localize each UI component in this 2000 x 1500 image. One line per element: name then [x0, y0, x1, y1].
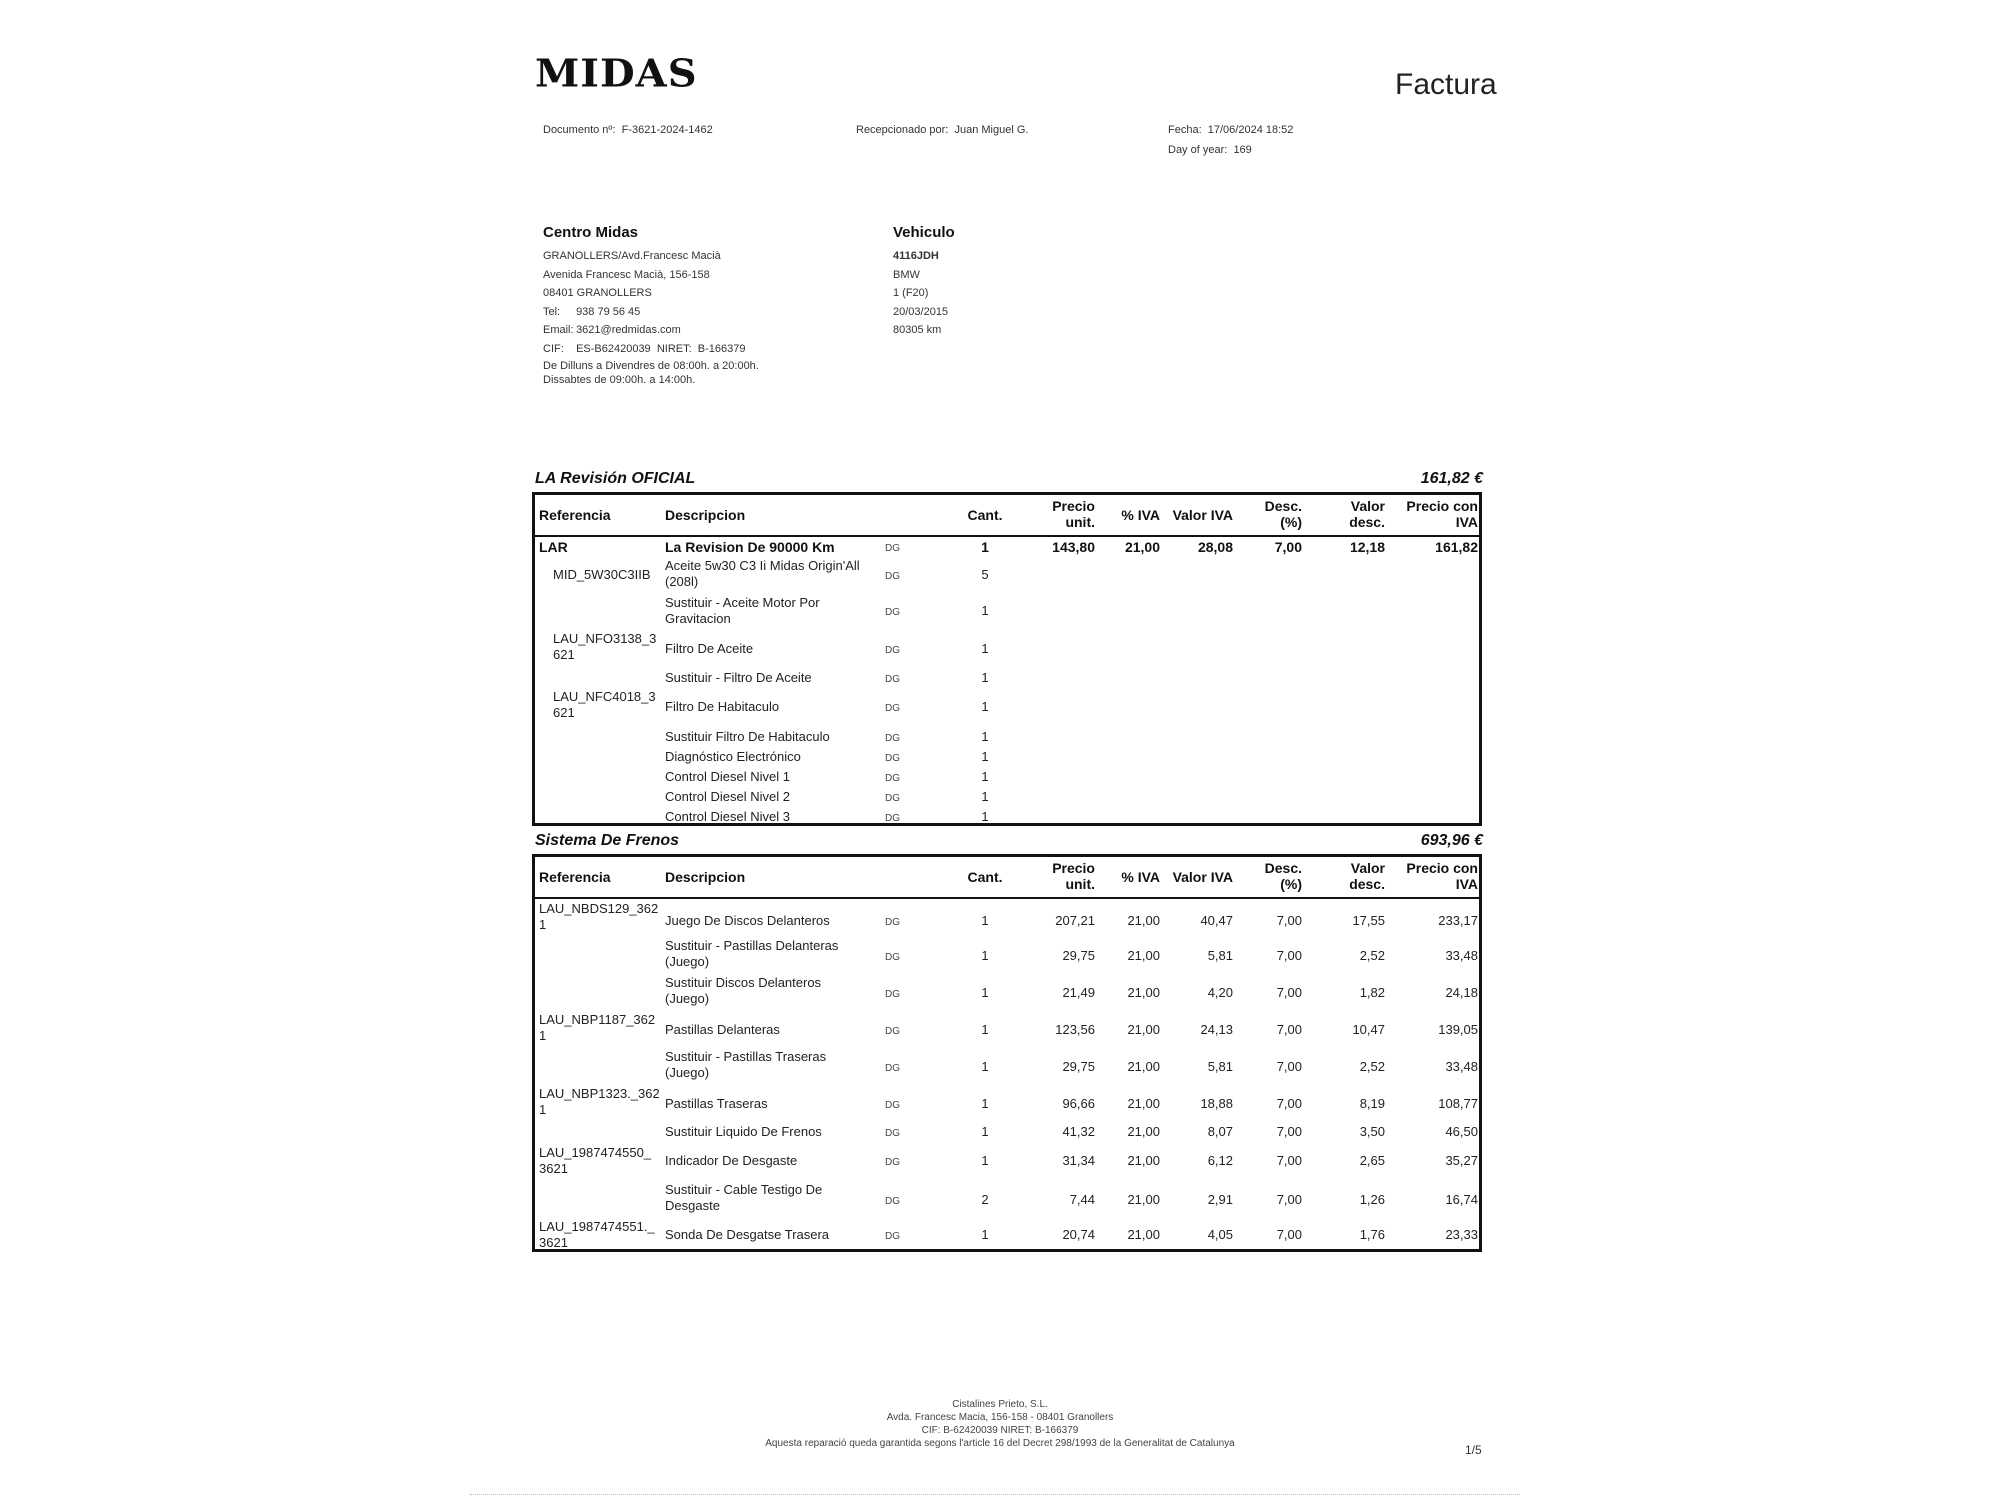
row-valor-iva: 6,12 — [1207, 1153, 1233, 1168]
row-precio: 143,80 — [1052, 539, 1095, 555]
row-dg: DG — [885, 989, 900, 1000]
row-valor-iva: 8,07 — [1207, 1124, 1233, 1139]
vehicle-info — [893, 224, 1093, 340]
row-dg: DG — [885, 1157, 900, 1168]
row-iva: 21,00 — [1127, 1096, 1160, 1111]
row-desc: Sustituir Discos Delanteros (Juego) — [665, 975, 822, 1006]
row-ref: LAU_NBP1187_362 1 — [539, 1012, 656, 1043]
row-precio-iva: 33,48 — [1445, 1059, 1478, 1074]
table-row — [535, 1010, 1479, 1047]
row-dg: DG — [885, 813, 900, 824]
row-iva: 21,00 — [1124, 539, 1160, 555]
row-valor-desc: 2,52 — [1359, 948, 1385, 963]
niret-value: B-166379 — [697, 342, 746, 355]
row-ref: LAU_NFC4018_3 621 — [553, 689, 656, 720]
row-dg: DG — [885, 793, 900, 804]
center-line2: Avenida Francesc Macià, 156-158 — [543, 268, 710, 281]
row-desc-pct: 7,00 — [1276, 1153, 1302, 1168]
row-valor-desc: 2,65 — [1359, 1153, 1385, 1168]
center-email — [543, 321, 873, 340]
col-valor-desc — [1305, 860, 1385, 892]
row-desc: Sonda De Desgatse Trasera — [665, 1227, 830, 1242]
col-precio — [1015, 498, 1095, 530]
section-revision-total: 161,82 € — [1420, 470, 1483, 487]
document-number — [543, 124, 713, 136]
row-dg: DG — [885, 773, 900, 784]
row-dg: DG — [885, 733, 900, 744]
row-valor-iva: 4,20 — [1207, 985, 1233, 1000]
col-precio-l2: unit. — [1065, 876, 1095, 892]
received-by-label: Recepcionado por: — [856, 124, 949, 136]
day-of-year-label: Day of year: — [1168, 144, 1228, 156]
vehicle-date: 20/03/2015 — [893, 305, 949, 318]
received-by-value: Juan Miguel G. — [954, 124, 1029, 136]
row-precio: 29,75 — [1062, 1059, 1095, 1074]
col-precio-iva-l1: Precio con — [1406, 498, 1478, 514]
row-valor-iva: 18,88 — [1200, 1096, 1233, 1111]
row-desc: La Revision De 90000 Km — [665, 539, 835, 555]
row-valor-desc: 2,52 — [1359, 1059, 1385, 1074]
row-ref: MID_5W30C3IIB — [553, 567, 651, 582]
email-label: Email: — [543, 324, 574, 337]
row-desc: Sustituir - Pastillas Traseras (Juego) — [665, 1049, 827, 1080]
row-dg: DG — [885, 1128, 900, 1139]
row-dg: DG — [885, 952, 900, 963]
center-cif — [543, 340, 873, 359]
document-title: Factura — [1395, 68, 1497, 101]
table-row — [535, 745, 1479, 765]
col-precio-l1: Precio — [1052, 860, 1095, 876]
col-desc-l2: (%) — [1280, 514, 1302, 530]
row-ref: LAU_NBP1323._362 1 — [539, 1086, 660, 1117]
row-iva: 21,00 — [1127, 1227, 1160, 1242]
col-precio-l2: unit. — [1065, 514, 1095, 530]
table-row — [535, 1084, 1479, 1121]
table-row — [535, 805, 1479, 825]
table-row — [535, 1180, 1479, 1217]
center-line3: 08401 GRANOLLERS — [543, 287, 652, 300]
row-iva: 21,00 — [1127, 1059, 1160, 1074]
row-desc: Sustituir - Aceite Motor Por Gravitacion — [665, 595, 820, 626]
row-dg: DG — [885, 543, 900, 554]
document-number-label: Documento nº: — [543, 124, 616, 136]
cif-value: ES-B62420039 — [576, 342, 651, 355]
table-header — [535, 857, 1479, 899]
section-revision-title: LA Revisión OFICIAL — [535, 470, 696, 487]
row-desc: Sustituir - Pastillas Delanteras (Juego) — [665, 938, 839, 969]
invoice-date-label: Fecha: — [1168, 124, 1202, 136]
table-row — [535, 689, 1479, 725]
table-row — [535, 1143, 1479, 1180]
row-cant: 1 — [981, 749, 989, 764]
table-row — [535, 631, 1479, 667]
row-desc-pct: 7,00 — [1276, 1059, 1302, 1074]
row-cant: 1 — [981, 809, 989, 824]
section-brakes-header — [535, 832, 1483, 852]
row-precio-iva: 23,33 — [1445, 1227, 1478, 1242]
row-ref: LAR — [539, 539, 568, 555]
row-dg: DG — [885, 1063, 900, 1074]
row-desc: Diagnóstico Electrónico — [665, 749, 801, 764]
table-row — [535, 667, 1479, 689]
row-cant: 1 — [981, 1059, 989, 1074]
row-ref: LAU_1987474551._ 3621 — [539, 1219, 655, 1250]
row-iva: 21,00 — [1127, 948, 1160, 963]
row-desc-pct: 7,00 — [1276, 948, 1302, 963]
row-desc: Filtro De Aceite — [665, 641, 754, 656]
row-dg: DG — [885, 1100, 900, 1111]
row-valor-desc: 17,55 — [1352, 913, 1385, 928]
col-desc-l2: (%) — [1280, 876, 1302, 892]
day-of-year — [1168, 144, 1252, 156]
col-valor-desc — [1305, 498, 1385, 530]
row-iva: 21,00 — [1127, 985, 1160, 1000]
table-row — [535, 1217, 1479, 1251]
row-desc: Filtro De Habitaculo — [665, 699, 780, 714]
received-by — [856, 124, 1028, 136]
row-valor-iva: 5,81 — [1207, 948, 1233, 963]
col-valor-iva: Valor IVA — [1172, 869, 1233, 885]
row-cant: 1 — [981, 641, 989, 656]
row-desc-pct: 7,00 — [1276, 1227, 1302, 1242]
table-row — [535, 785, 1479, 805]
row-valor-iva: 24,13 — [1200, 1022, 1233, 1037]
col-descripcion: Descripcion — [665, 507, 746, 523]
section-brakes-total: 693,96 € — [1420, 832, 1483, 849]
row-desc: Sustituir Liquido De Frenos — [665, 1124, 822, 1139]
table-row — [535, 537, 1479, 557]
niret-label: NIRET: — [656, 342, 692, 355]
invoice-date-value: 17/06/2024 18:52 — [1207, 124, 1294, 136]
center-title: Centro Midas — [543, 224, 639, 241]
row-precio-iva: 139,05 — [1438, 1022, 1478, 1037]
row-precio: 29,75 — [1062, 948, 1095, 963]
row-cant: 1 — [981, 1227, 989, 1242]
page-number: 1/5 — [1465, 1443, 1482, 1457]
col-referencia: Referencia — [539, 507, 611, 523]
center-info — [543, 224, 873, 387]
row-dg: DG — [885, 1231, 900, 1242]
row-ref: LAU_NFO3138_3 621 — [553, 631, 657, 662]
row-cant: 1 — [981, 1153, 989, 1168]
vehicle-km: 80305 km — [893, 324, 942, 337]
table-row — [535, 725, 1479, 745]
row-valor-iva: 4,05 — [1207, 1227, 1233, 1242]
col-precio-iva — [1390, 860, 1478, 892]
row-dg: DG — [885, 645, 900, 656]
row-desc: Pastillas Delanteras — [665, 1022, 780, 1037]
row-cant: 1 — [981, 948, 989, 963]
col-desc-l1: Desc. — [1264, 498, 1302, 514]
row-valor-desc: 10,47 — [1352, 1022, 1385, 1037]
col-iva: % IVA — [1121, 507, 1160, 523]
row-cant: 1 — [981, 603, 989, 618]
row-dg: DG — [885, 917, 900, 928]
col-precio — [1015, 860, 1095, 892]
vehicle-model: 1 (F20) — [893, 287, 929, 300]
footer-warranty: Aquesta reparació queda garantida segons l'article 16 del Decret 298/1993 de la Generalitat de Catalunya — [765, 1438, 1235, 1449]
row-iva: 21,00 — [1127, 1153, 1160, 1168]
scan-edge-divider — [470, 1494, 1520, 1495]
row-precio-iva: 33,48 — [1445, 948, 1478, 963]
invoice-date — [1168, 124, 1293, 136]
phone-label: Tel: — [543, 305, 561, 318]
row-cant: 5 — [981, 567, 989, 582]
row-ref: LAU_1987474550_ 3621 — [539, 1145, 652, 1176]
row-desc-pct: 7,00 — [1276, 1192, 1302, 1207]
row-precio-iva: 108,77 — [1438, 1096, 1478, 1111]
col-valor-desc-l2: desc. — [1349, 514, 1385, 530]
row-desc-pct: 7,00 — [1276, 1022, 1302, 1037]
col-cant: Cant. — [967, 869, 1003, 885]
row-desc: Control Diesel Nivel 2 — [665, 789, 790, 804]
document-number-value: F-3621-2024-1462 — [621, 124, 713, 136]
col-valor-desc-l1: Valor — [1350, 860, 1385, 876]
table-header — [535, 495, 1479, 537]
vehicle-plate: 4116JDH — [893, 250, 939, 262]
row-iva: 21,00 — [1127, 1124, 1160, 1139]
row-valor-desc: 8,19 — [1359, 1096, 1385, 1111]
row-precio-iva: 16,74 — [1445, 1192, 1478, 1207]
row-dg: DG — [885, 1196, 900, 1207]
row-desc: Sustituir - Cable Testigo De Desgaste — [665, 1182, 823, 1213]
row-desc: Pastillas Traseras — [665, 1096, 768, 1111]
table-row — [535, 1047, 1479, 1084]
row-iva: 21,00 — [1127, 1022, 1160, 1037]
col-valor-desc-l2: desc. — [1349, 876, 1385, 892]
row-desc: Sustituir - Filtro De Aceite — [665, 670, 812, 685]
row-dg: DG — [885, 1026, 900, 1037]
footer-cif: CIF: B-62420039 NIRET: B-166379 — [921, 1425, 1079, 1436]
row-precio-iva: 233,17 — [1438, 913, 1478, 928]
row-dg: DG — [885, 674, 900, 685]
footer-company: Cistalines Prieto, S.L. — [952, 1399, 1048, 1410]
row-desc: Control Diesel Nivel 3 — [665, 809, 790, 824]
row-precio: 7,44 — [1069, 1192, 1095, 1207]
row-desc: Sustituir Filtro De Habitaculo — [665, 729, 830, 744]
col-valor-desc-l1: Valor — [1350, 498, 1385, 514]
midas-logo: MIDAS — [535, 51, 698, 96]
row-valor-desc: 3,50 — [1359, 1124, 1385, 1139]
row-iva: 21,00 — [1127, 913, 1160, 928]
row-cant: 1 — [981, 769, 989, 784]
col-cant: Cant. — [967, 507, 1003, 523]
row-cant: 1 — [981, 1124, 989, 1139]
row-precio: 41,32 — [1062, 1124, 1095, 1139]
brakes-table — [532, 854, 1482, 1252]
col-referencia: Referencia — [539, 869, 611, 885]
row-dg: DG — [885, 571, 900, 582]
row-cant: 1 — [981, 789, 989, 804]
row-precio-iva: 24,18 — [1445, 985, 1478, 1000]
section-revision-header — [535, 470, 1483, 490]
row-cant: 1 — [981, 1096, 989, 1111]
col-descripcion: Descripcion — [665, 869, 746, 885]
row-desc-pct: 7,00 — [1274, 539, 1302, 555]
row-cant: 1 — [981, 670, 989, 685]
row-iva: 21,00 — [1127, 1192, 1160, 1207]
row-precio: 207,21 — [1055, 913, 1095, 928]
col-desc — [1240, 860, 1302, 892]
row-valor-iva: 5,81 — [1207, 1059, 1233, 1074]
row-dg: DG — [885, 753, 900, 764]
table-row — [535, 765, 1479, 785]
row-cant: 2 — [981, 1192, 989, 1207]
row-precio: 31,34 — [1062, 1153, 1095, 1168]
center-hours-weekday: De Dilluns a Divendres de 08:00h. a 20:00h. — [543, 359, 759, 372]
row-desc: Aceite 5w30 C3 Ii Midas Origin'All (208l) — [665, 558, 860, 589]
col-desc-l1: Desc. — [1264, 860, 1302, 876]
row-valor-iva: 28,08 — [1197, 539, 1233, 555]
row-ref: LAU_NBDS129_362 1 — [539, 901, 659, 932]
table-row — [535, 593, 1479, 631]
section-brakes-title: Sistema De Frenos — [535, 832, 680, 849]
email-value: 3621@redmidas.com — [576, 324, 681, 337]
col-precio-iva-l2: IVA — [1455, 514, 1478, 530]
col-precio-l1: Precio — [1052, 498, 1095, 514]
row-desc-pct: 7,00 — [1276, 985, 1302, 1000]
col-iva: % IVA — [1121, 869, 1160, 885]
row-cant: 1 — [981, 539, 989, 555]
vehicle-brand: BMW — [893, 268, 920, 281]
footer-address: Avda. Francesc Macia, 156-158 - 08401 Granollers — [886, 1412, 1114, 1423]
row-valor-iva: 2,91 — [1207, 1192, 1233, 1207]
row-desc-pct: 7,00 — [1276, 1124, 1302, 1139]
row-precio-iva: 161,82 — [1435, 539, 1478, 555]
row-precio: 123,56 — [1055, 1022, 1095, 1037]
revision-table — [532, 492, 1482, 826]
col-precio-iva-l1: Precio con — [1406, 860, 1478, 876]
col-precio-iva-l2: IVA — [1455, 876, 1478, 892]
row-desc: Control Diesel Nivel 1 — [665, 769, 790, 784]
row-cant: 1 — [981, 985, 989, 1000]
row-desc-pct: 7,00 — [1276, 1096, 1302, 1111]
col-desc — [1240, 498, 1302, 530]
row-precio: 21,49 — [1062, 985, 1095, 1000]
table-row — [535, 973, 1479, 1010]
cif-label: CIF: — [543, 342, 564, 355]
row-valor-desc: 1,82 — [1359, 985, 1385, 1000]
row-cant: 1 — [981, 729, 989, 744]
row-precio-iva: 35,27 — [1445, 1153, 1478, 1168]
row-dg: DG — [885, 607, 900, 618]
phone-value: 938 79 56 45 — [576, 305, 641, 318]
vehicle-title: Vehiculo — [893, 224, 955, 241]
row-precio: 20,74 — [1062, 1227, 1095, 1242]
row-precio-iva: 46,50 — [1445, 1124, 1478, 1139]
row-valor-desc: 1,26 — [1359, 1192, 1385, 1207]
row-cant: 1 — [981, 1022, 989, 1037]
row-valor-desc: 1,76 — [1359, 1227, 1385, 1242]
table-row — [535, 936, 1479, 973]
row-valor-desc: 12,18 — [1349, 539, 1385, 555]
center-line1: GRANOLLERS/Avd.Francesc Macià — [543, 250, 721, 262]
row-cant: 1 — [981, 699, 989, 714]
row-precio: 96,66 — [1062, 1096, 1095, 1111]
row-valor-iva: 40,47 — [1200, 913, 1233, 928]
row-desc: Indicador De Desgaste — [665, 1153, 798, 1168]
row-desc-pct: 7,00 — [1276, 913, 1302, 928]
col-valor-iva: Valor IVA — [1172, 507, 1233, 523]
table-row — [535, 557, 1479, 593]
day-of-year-value: 169 — [1233, 144, 1252, 156]
center-hours-saturday: Dissabtes de 09:00h. a 14:00h. — [543, 373, 696, 386]
col-precio-iva — [1390, 498, 1478, 530]
center-phone — [543, 303, 873, 322]
row-dg: DG — [885, 703, 900, 714]
table-row — [535, 899, 1479, 936]
row-desc: Juego De Discos Delanteros — [665, 913, 830, 928]
row-cant: 1 — [981, 913, 989, 928]
table-row — [535, 1121, 1479, 1143]
